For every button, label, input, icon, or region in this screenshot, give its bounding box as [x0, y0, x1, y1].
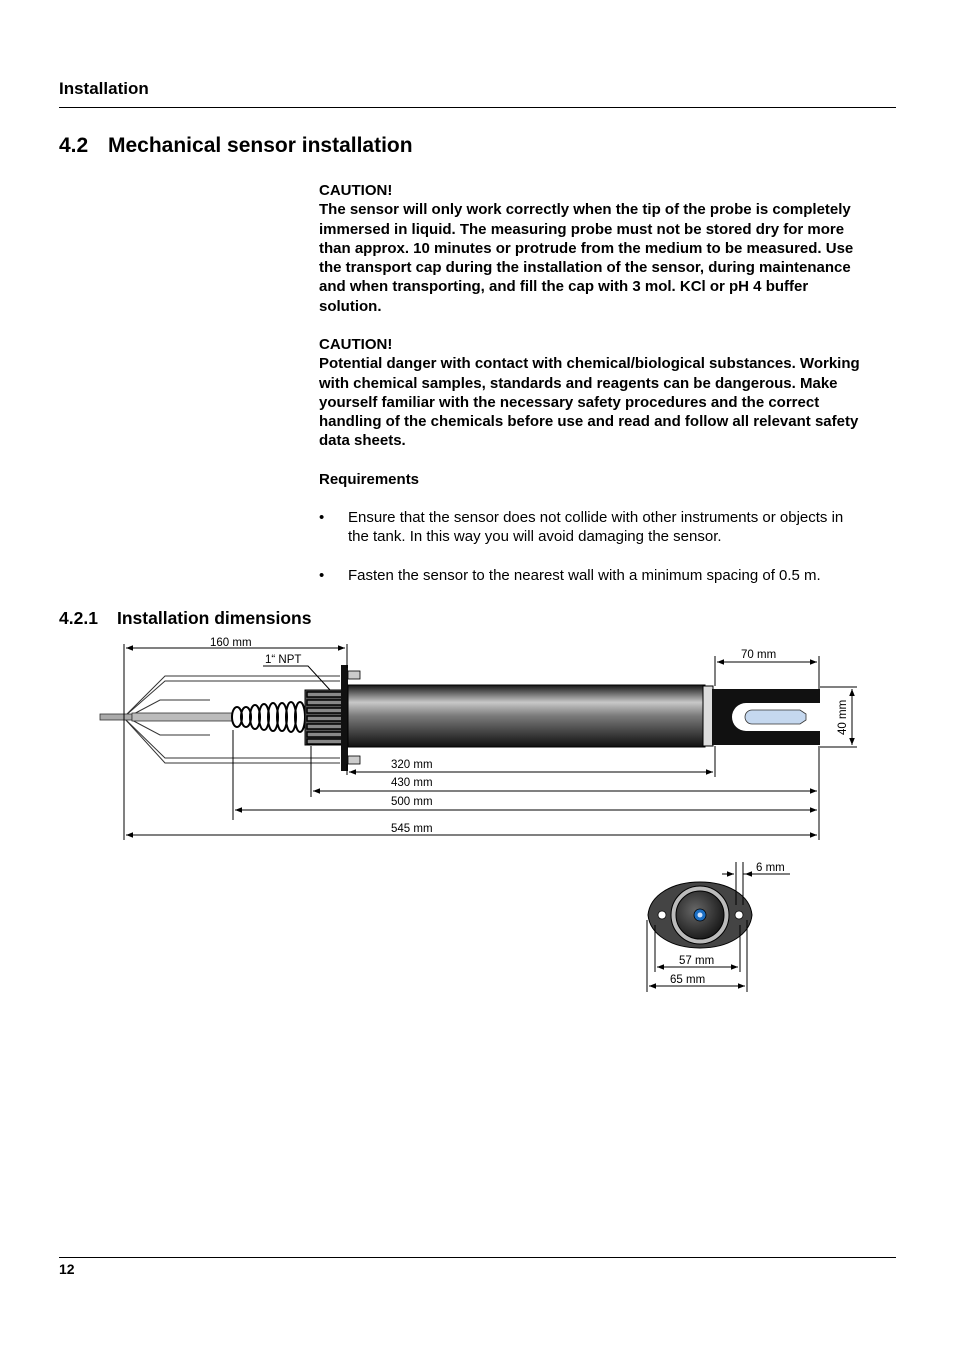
- sensor-body: [348, 685, 705, 747]
- subsection-title: Installation dimensions: [117, 608, 312, 628]
- dim-label-40: 40 mm: [837, 699, 849, 735]
- bullet-icon: •: [319, 509, 325, 526]
- requirement-line: Ensure that the sensor does not collide with other instruments or objects in: [348, 509, 844, 526]
- caution-1-line: than approx. 10 minutes or protrude from the medium to be measured. Use: [319, 239, 854, 257]
- footer-rule: [59, 1257, 896, 1258]
- caution-2-line: with chemical samples, standards and reagents can be dangerous. Make: [319, 374, 838, 392]
- bullet-icon: •: [319, 567, 325, 584]
- mounting-flange: [341, 665, 348, 771]
- caution-1-line: the transport cap during the installation of the sensor, during maintenance: [319, 259, 851, 277]
- section-title: Mechanical sensor installation: [108, 134, 413, 157]
- page-number: 12: [59, 1261, 75, 1277]
- section-number: 4.2: [59, 134, 89, 157]
- dim-label-320: 320 mm: [391, 759, 433, 771]
- dim-label-65: 65 mm: [670, 974, 706, 986]
- caution-2-line: data sheets.: [319, 432, 406, 450]
- caution-1-title: CAUTION!: [319, 182, 393, 199]
- caution-1-line: solution.: [319, 297, 382, 315]
- requirement-line: the tank. In this way you will avoid damaging the sensor.: [348, 528, 722, 546]
- dim-label-545: 545 mm: [391, 823, 433, 835]
- caution-2-title: CAUTION!: [319, 336, 393, 353]
- caution-2-line: Potential danger with contact with chemical/biological substances. Working: [319, 355, 860, 373]
- running-header: Installation: [59, 79, 149, 98]
- cable-spring: [232, 702, 305, 732]
- dim-label-6: 6 mm: [756, 862, 785, 874]
- caution-1-line: and when transporting, and fill the cap with 3 mol. KCl or pH 4 buffer: [319, 278, 809, 296]
- dim-label-57: 57 mm: [679, 955, 715, 967]
- probe-tip-rod: [100, 714, 132, 720]
- caution-1-line: The sensor will only work correctly when the tip of the probe is completely: [319, 201, 851, 219]
- dim-label-430: 430 mm: [391, 777, 433, 789]
- caution-1-line: immersed in liquid. The measuring probe must not be stored dry for more: [319, 220, 845, 238]
- requirements-title: Requirements: [319, 471, 420, 488]
- glass-bulb: [745, 710, 806, 724]
- caution-2-line: handling of the chemicals before use and read and follow all relevant safety: [319, 413, 859, 431]
- requirement-line: Fasten the sensor to the nearest wall with a minimum spacing of 0.5 m.: [348, 567, 821, 584]
- subsection-number: 4.2.1: [59, 608, 98, 628]
- dim-label-500: 500 mm: [391, 796, 433, 808]
- dim-label-70: 70 mm: [741, 649, 777, 661]
- npt-thread: [307, 692, 343, 744]
- dim-label-thread: 1“ NPT: [265, 654, 302, 666]
- probe-shaft: [132, 713, 232, 721]
- caution-2-line: yourself familiar with the necessary safety procedures and the correct: [319, 393, 820, 411]
- dim-label-160: 160 mm: [210, 637, 252, 649]
